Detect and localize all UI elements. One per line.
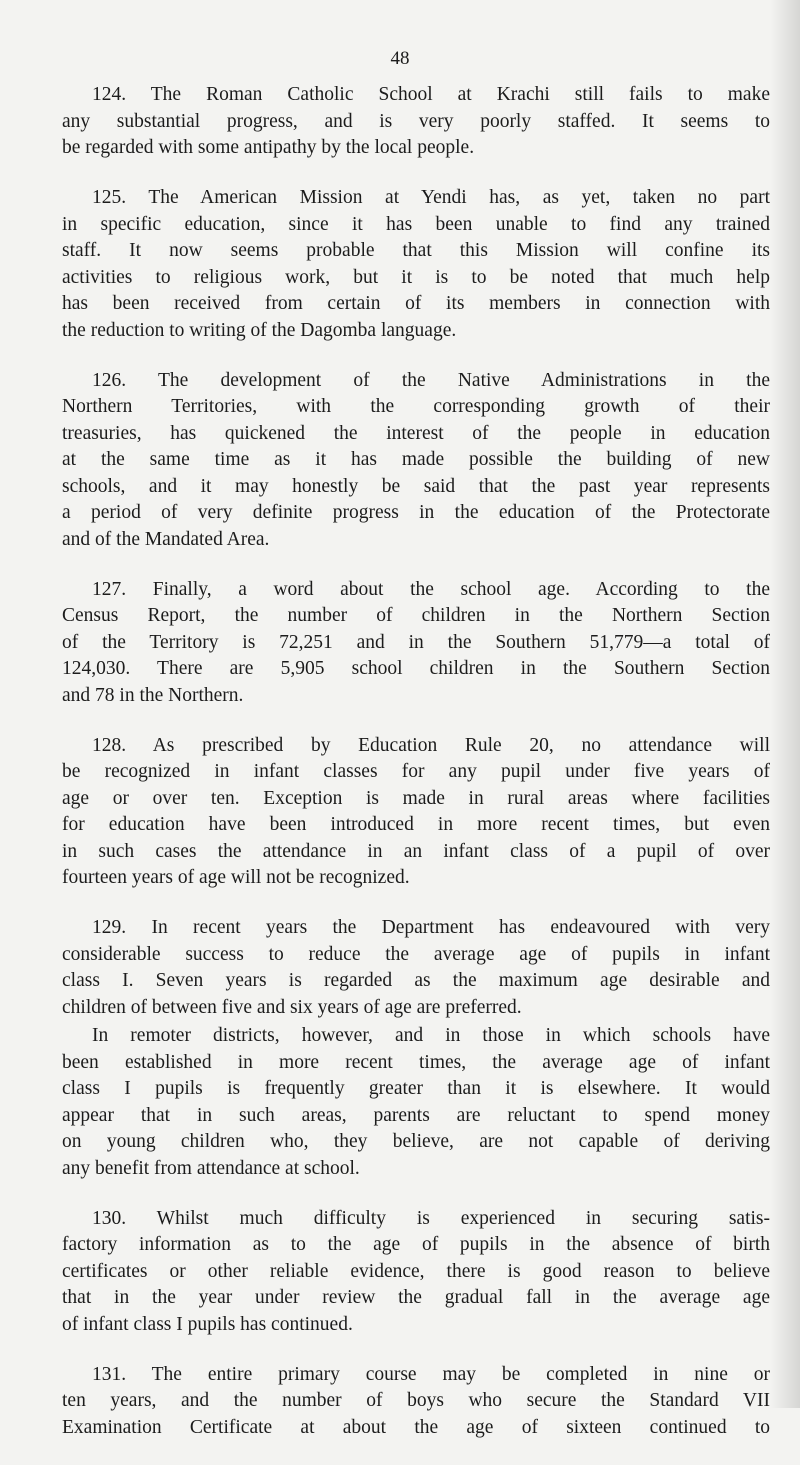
- document-body: [62, 82, 770, 1465]
- paragraph: [62, 1023, 770, 1182]
- text-line: certificates or other reliable evidence, there is good reason to believe: [62, 1260, 770, 1282]
- paragraph: [62, 1362, 770, 1442]
- paragraph: [62, 733, 770, 892]
- paragraph: [62, 185, 770, 344]
- text-line: any benefit from attendance at school.: [62, 1157, 360, 1179]
- text-line: treasuries, has quickened the interest of the people in education: [62, 422, 770, 444]
- text-line: children of between five and six years of age are preferred.: [62, 996, 522, 1018]
- text-line: of the Territory is 72,251 and in the Southern 51,779—a total of: [62, 631, 770, 653]
- text-line: been established in more recent times, the average age of infant: [62, 1051, 770, 1073]
- text-line: Census Report, the number of children in the Northern Section: [62, 605, 770, 626]
- page-number: 48: [390, 48, 410, 69]
- text-line: 125. The American Mission at Yendi has, as yet, taken no part: [92, 187, 770, 208]
- text-line: Northern Territories, with the corresponding growth of their: [62, 396, 770, 417]
- text-line: a period of very definite progress in the education of the Protectorate: [62, 502, 770, 523]
- text-line: that in the year under review the gradual fall in the average age: [62, 1287, 770, 1308]
- text-line: the reduction to writing of the Dagomba language.: [62, 319, 457, 341]
- text-line: class I. Seven years is regarded as the maximum age desirable and: [62, 970, 770, 991]
- text-line: in such cases the attendance in an infant class of a pupil of over: [62, 840, 770, 862]
- text-line: 124,030. There are 5,905 school children in the Southern Section: [62, 658, 770, 679]
- text-line: 127. Finally, a word about the school age. According to the: [92, 578, 770, 600]
- text-line: be regarded with some antipathy by the local people.: [62, 137, 475, 158]
- paragraph: [62, 368, 770, 554]
- text-line: age or over ten. Exception is made in rural areas where facilities: [62, 787, 770, 809]
- text-line: 124. The Roman Catholic School at Krachi still fails to make: [92, 84, 770, 105]
- text-line: and of the Mandated Area.: [62, 528, 270, 550]
- text-line: ten years, and the number of boys who secure the Standard VII: [62, 1390, 770, 1411]
- text-line: of infant class I pupils has continued.: [62, 1313, 353, 1335]
- text-line: Examination Certificate at about the age of sixteen continued to: [62, 1416, 770, 1438]
- paragraph: [62, 577, 770, 710]
- text-line: fourteen years of age will not be recognized.: [62, 867, 410, 888]
- text-line: any substantial progress, and is very poorly staffed. It seems to: [62, 110, 770, 132]
- paragraph: [62, 915, 770, 1021]
- text-line: schools, and it may honestly be said that the past year represents: [62, 475, 770, 497]
- text-line: class I pupils is frequently greater than it is elsewhere. It would: [62, 1078, 770, 1099]
- text-line: staff. It now seems probable that this Mission will confine its: [62, 240, 770, 261]
- text-line: 131. The entire primary course may be completed in nine or: [92, 1363, 770, 1385]
- paragraph: [62, 82, 770, 162]
- text-line: factory information as to the age of pupils in the absence of birth: [62, 1234, 770, 1255]
- text-line: In remoter districts, however, and in those in which schools have: [92, 1025, 770, 1046]
- text-line: considerable success to reduce the average age of pupils in infant: [62, 943, 770, 965]
- text-line: 129. In recent years the Department has endeavoured with very: [92, 917, 770, 938]
- text-line: 126. The development of the Native Administrations in the: [92, 369, 770, 391]
- text-line: be recognized in infant classes for any pupil under five years of: [62, 761, 770, 782]
- text-line: for education have been introduced in more recent times, but even: [62, 814, 770, 835]
- text-line: 128. As prescribed by Education Rule 20, no attendance will: [92, 734, 770, 756]
- text-line: at the same time as it has made possible the building of new: [62, 449, 770, 470]
- text-line: 130. Whilst much difficulty is experienced in securing satis-: [92, 1207, 770, 1229]
- paragraph: [62, 1206, 770, 1339]
- text-line: in specific education, since it has been unable to find any trained: [62, 213, 770, 235]
- text-line: on young children who, they believe, are not capable of deriving: [62, 1131, 770, 1152]
- text-line: and 78 in the Northern.: [62, 684, 244, 706]
- text-line: has been received from certain of its members in connection with: [62, 293, 770, 314]
- text-line: activities to religious work, but it is to be noted that much help: [62, 266, 770, 288]
- page-edge-shadow: [770, 0, 800, 1408]
- text-line: appear that in such areas, parents are reluctant to spend money: [62, 1104, 770, 1126]
